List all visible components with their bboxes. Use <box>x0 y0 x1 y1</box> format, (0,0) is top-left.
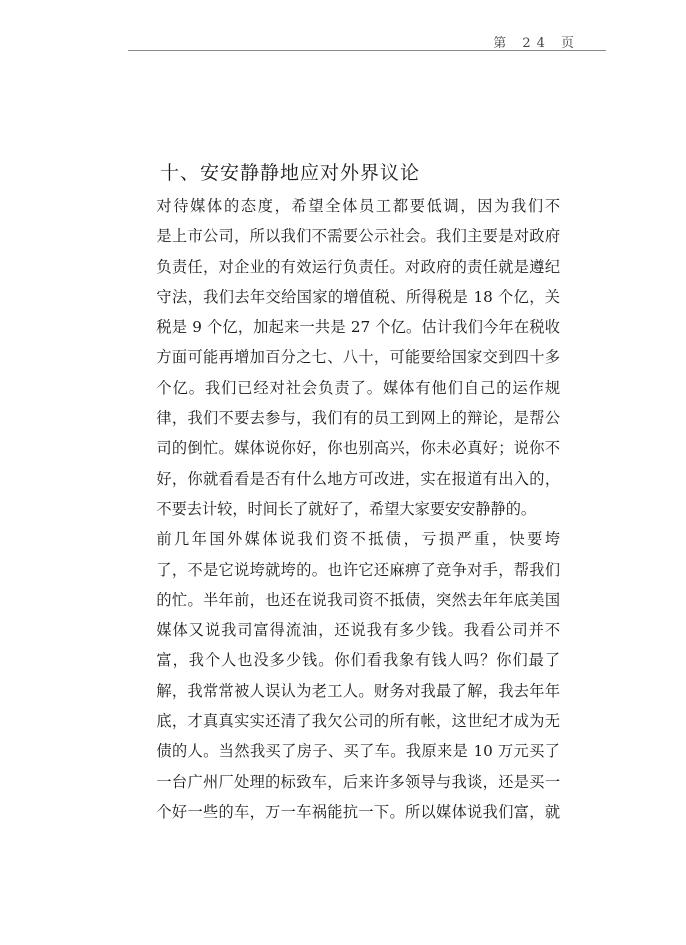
text-line: 税是 9 个亿，加起来一共是 27 个亿。估计我们今年在税收 <box>156 318 560 337</box>
text-line: 方面可能再增加百分之七、八十，可能要给国家交到四十多 <box>156 348 560 367</box>
text-line: 个亿。我们已经对社会负责了。媒体有他们自己的运作规 <box>156 378 560 397</box>
text-line: 个好一些的车，万一车祸能抗一下。所以媒体说我们富，就 <box>156 802 560 821</box>
text-line: 解，我常常被人误认为老工人。财务对我最了解，我去年年 <box>156 681 560 700</box>
text-line: 好，你就看看是否有什么地方可改进，实在报道有出入的， <box>156 469 560 488</box>
text-line: 富，我个人也没多少钱。你们看我象有钱人吗？你们最了 <box>156 651 560 670</box>
text-line: 债的人。当然我买了房子、买了车。我原来是 10 万元买了 <box>156 742 560 761</box>
paragraph-media-attitude <box>126 191 560 524</box>
text-line: 律，我们不要去参与，我们有的员工到网上的辩论，是帮公 <box>156 409 560 428</box>
text-line: 媒体又说我司富得流油，还说我有多少钱。我看公司并不 <box>156 621 560 640</box>
document-body <box>126 191 560 827</box>
text-line: 前几年国外媒体说我们资不抵债，亏损严重，快要垮 <box>156 530 560 549</box>
text-line: 底，才真真实实还清了我欠公司的所有帐，这世纪才成为无 <box>156 712 560 731</box>
text-line: 一台广州厂处理的标致车，后来许多领导与我谈，还是买一 <box>156 772 560 791</box>
section-title: 十、安安静静地应对外界议论 <box>160 162 421 184</box>
page-number: 第 24 页 <box>493 36 580 51</box>
page-header <box>128 30 606 51</box>
text-line: 的忙。半年前，也还在说我司资不抵债，突然去年年底美国 <box>156 590 560 609</box>
text-line: 负责任，对企业的有效运行负责任。对政府的责任就是遵纪 <box>156 257 560 276</box>
text-line: 守法，我们去年交给国家的增值税、所得税是 18 个亿，关 <box>156 287 560 306</box>
text-line: 司的倒忙。媒体说你好，你也别高兴，你未必真好；说你不 <box>156 439 560 458</box>
text-line: 了，不是它说垮就垮的。也许它还麻痹了竞争对手，帮我们 <box>156 560 560 579</box>
text-line: 不要去计较，时间长了就好了，希望大家要安安静静的。 <box>156 499 537 518</box>
text-line: 是上市公司，所以我们不需要公示社会。我们主要是对政府 <box>156 227 560 246</box>
text-line: 对待媒体的态度，希望全体员工都要低调，因为我们不 <box>156 197 560 215</box>
paragraph-foreign-media <box>126 524 560 827</box>
